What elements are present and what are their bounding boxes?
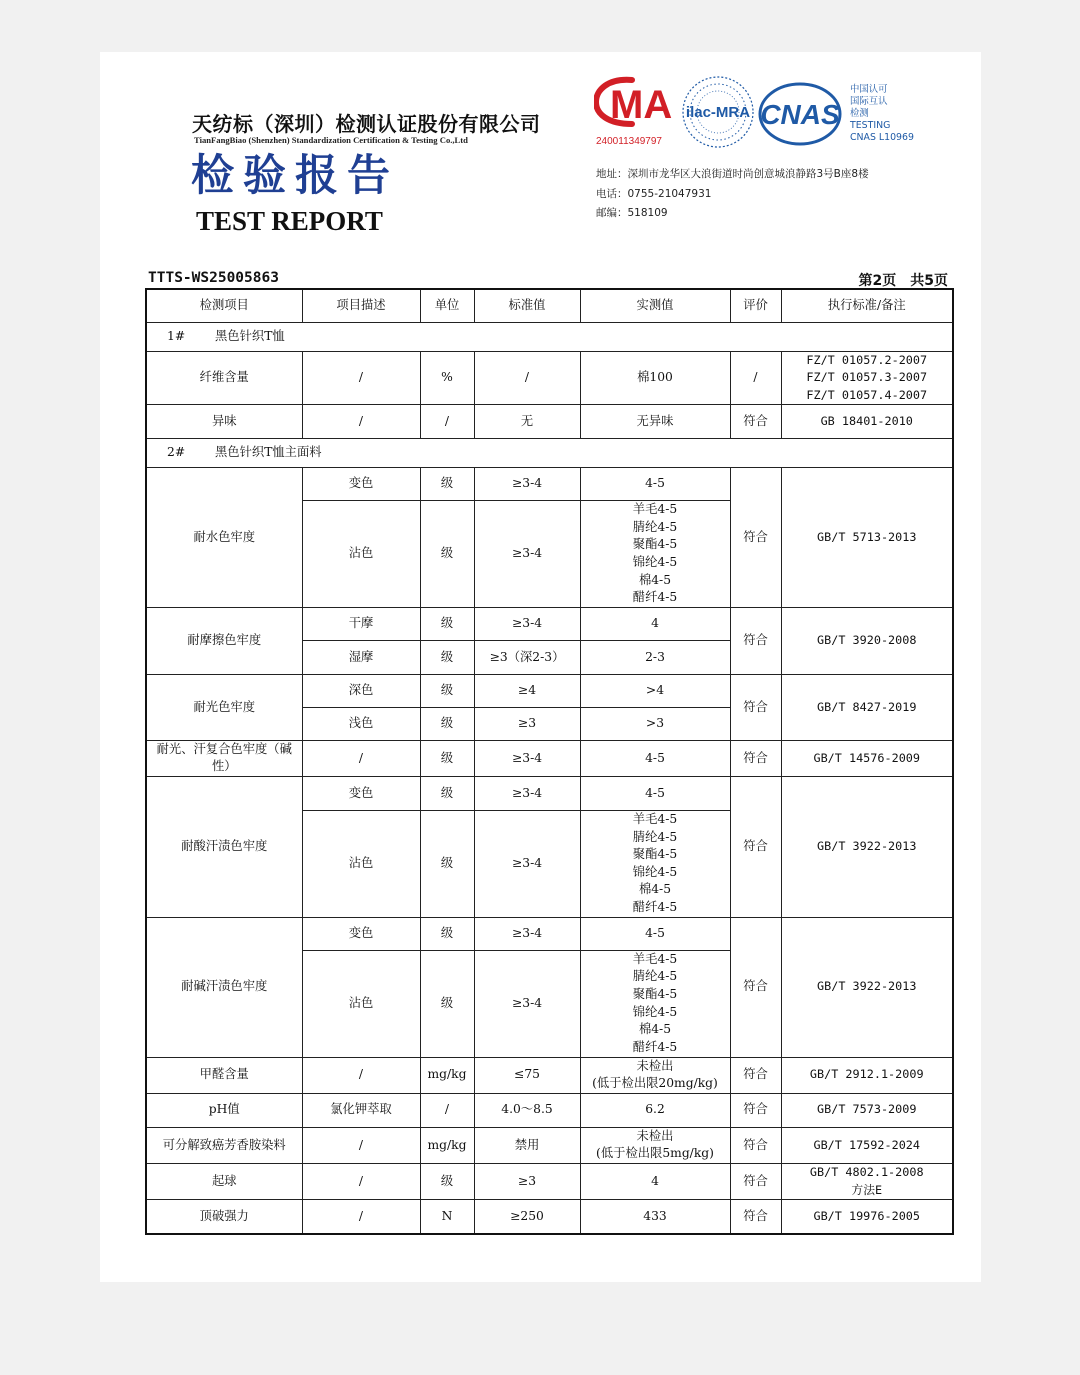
page-info: 第2页 共5页 — [858, 273, 948, 289]
report-title-en: TEST REPORT — [196, 206, 383, 236]
sample-section-row — [146, 322, 953, 351]
header-cell: 执行标准/备注 — [781, 289, 953, 322]
test-results-table — [145, 288, 954, 1235]
report-title-cn: 检验报告 — [191, 151, 399, 201]
report-number: TTTS-WS25005863 — [148, 270, 279, 286]
table-row: 耐碱汗渍色牢度 变色 级 ≥3-4 4-5 符合 GB/T 3922-2013 — [146, 917, 953, 950]
postcode: 邮编：518109 — [596, 207, 668, 219]
table-row: 可分解致癌芳香胺染料 / mg/kg 禁用 未检出 (低于检出限5mg/kg) 符合 GB/T 17592-2024 — [146, 1127, 953, 1163]
table-row: 沾色 级 ≥3-4 羊毛4-5 腈纶4-5 聚酯4-5 锦纶4-5 棉4-5 醋纤4-5 — [146, 811, 953, 918]
cma-logo-icon — [594, 74, 674, 136]
svg-text:MA: MA — [610, 83, 673, 127]
header-cell: 项目描述 — [302, 289, 420, 322]
company-name-cn: 天纺标（深圳）检测认证股份有限公司 — [192, 112, 541, 136]
table-row: 沾色 级 ≥3-4 羊毛4-5 腈纶4-5 聚酯4-5 锦纶4-5 棉4-5 醋纤4-5 — [146, 950, 953, 1057]
header-cell: 单位 — [420, 289, 474, 322]
table-row: 异味 / / 无 无异味 符合 GB 18401-2010 — [146, 405, 953, 439]
table-header-row — [146, 289, 953, 322]
table-row: 耐光色牢度 深色 级 ≥4 >4 符合 GB/T 8427-2019 — [146, 674, 953, 707]
table-row: 湿摩 级 ≥3（深2-3） 2-3 — [146, 640, 953, 674]
svg-text:ilac-MRA: ilac-MRA — [685, 104, 751, 121]
header-cell: 检测项目 — [146, 289, 302, 322]
report-sheet — [100, 52, 981, 1282]
table-row: 耐水色牢度 变色 级 ≥3-4 4-5 符合 GB/T 5713-2013 — [146, 468, 953, 501]
table-row: 起球 / 级 ≥3 4 符合 GB/T 4802.1-2008 方法E — [146, 1163, 953, 1199]
staining-results: 羊毛4-5 腈纶4-5 聚酯4-5 锦纶4-5 棉4-5 醋纤4-5 — [580, 811, 730, 918]
sample-1-label: 1# 黑色针织T恤 — [146, 322, 953, 351]
contact-info — [596, 165, 869, 224]
table-row: 纤维含量 / % / 棉100 / FZ/T 01057.2-2007 FZ/T 01057.3-2007 FZ/T 01057.4-2007 — [146, 351, 953, 405]
cnas-logo-icon — [758, 78, 850, 148]
header-cell: 评价 — [730, 289, 781, 322]
cma-number: 240011349797 — [596, 136, 662, 147]
staining-results: 羊毛4-5 腈纶4-5 聚酯4-5 锦纶4-5 棉4-5 醋纤4-5 — [580, 501, 730, 608]
svg-text:CNAS: CNAS — [760, 99, 840, 130]
table-row: 顶破强力 / N ≥250 433 符合 GB/T 19976-2005 — [146, 1200, 953, 1234]
sample-section-row — [146, 439, 953, 468]
table-row: 耐摩擦色牢度 干摩 级 ≥3-4 4 符合 GB/T 3920-2008 — [146, 607, 953, 640]
cnas-accreditation-text: 中国认可 国际互认 检测 TESTING CNAS L10969 — [850, 84, 914, 143]
table-row: 耐光、汗复合色牢度（碱性） / 级 ≥3-4 4-5 符合 GB/T 14576-2009 — [146, 740, 953, 776]
header-cell: 实测值 — [580, 289, 730, 322]
table-row: 沾色 级 ≥3-4 羊毛4-5 腈纶4-5 聚酯4-5 锦纶4-5 棉4-5 醋纤4-5 — [146, 501, 953, 608]
address: 地址：深圳市龙华区大浪街道时尚创意城浪静路3号B座8楼 — [596, 168, 869, 180]
ilac-mra-logo-icon — [680, 74, 756, 150]
phone: 电话：0755-21047931 — [596, 187, 712, 200]
header-cell: 标准值 — [474, 289, 580, 322]
method-cell: FZ/T 01057.2-2007 FZ/T 01057.3-2007 FZ/T 01057.4-2007 — [781, 351, 953, 405]
table-row: pH值 氯化钾萃取 / 4.0～8.5 6.2 符合 GB/T 7573-2009 — [146, 1093, 953, 1127]
staining-results: 羊毛4-5 腈纶4-5 聚酯4-5 锦纶4-5 棉4-5 醋纤4-5 — [580, 950, 730, 1057]
table-row: 甲醛含量 / mg/kg ≤75 未检出 (低于检出限20mg/kg) 符合 GB/T 2912.1-2009 — [146, 1057, 953, 1093]
table-row: 耐酸汗渍色牢度 变色 级 ≥3-4 4-5 符合 GB/T 3922-2013 — [146, 777, 953, 811]
certification-logos — [594, 74, 934, 154]
table-row: 浅色 级 ≥3 >3 — [146, 707, 953, 740]
sample-2-label: 2# 黑色针织T恤主面料 — [146, 439, 953, 468]
company-name-en: TianFangBiao (Shenzhen) Standardization Certification & Testing Co.,Ltd — [194, 135, 468, 145]
